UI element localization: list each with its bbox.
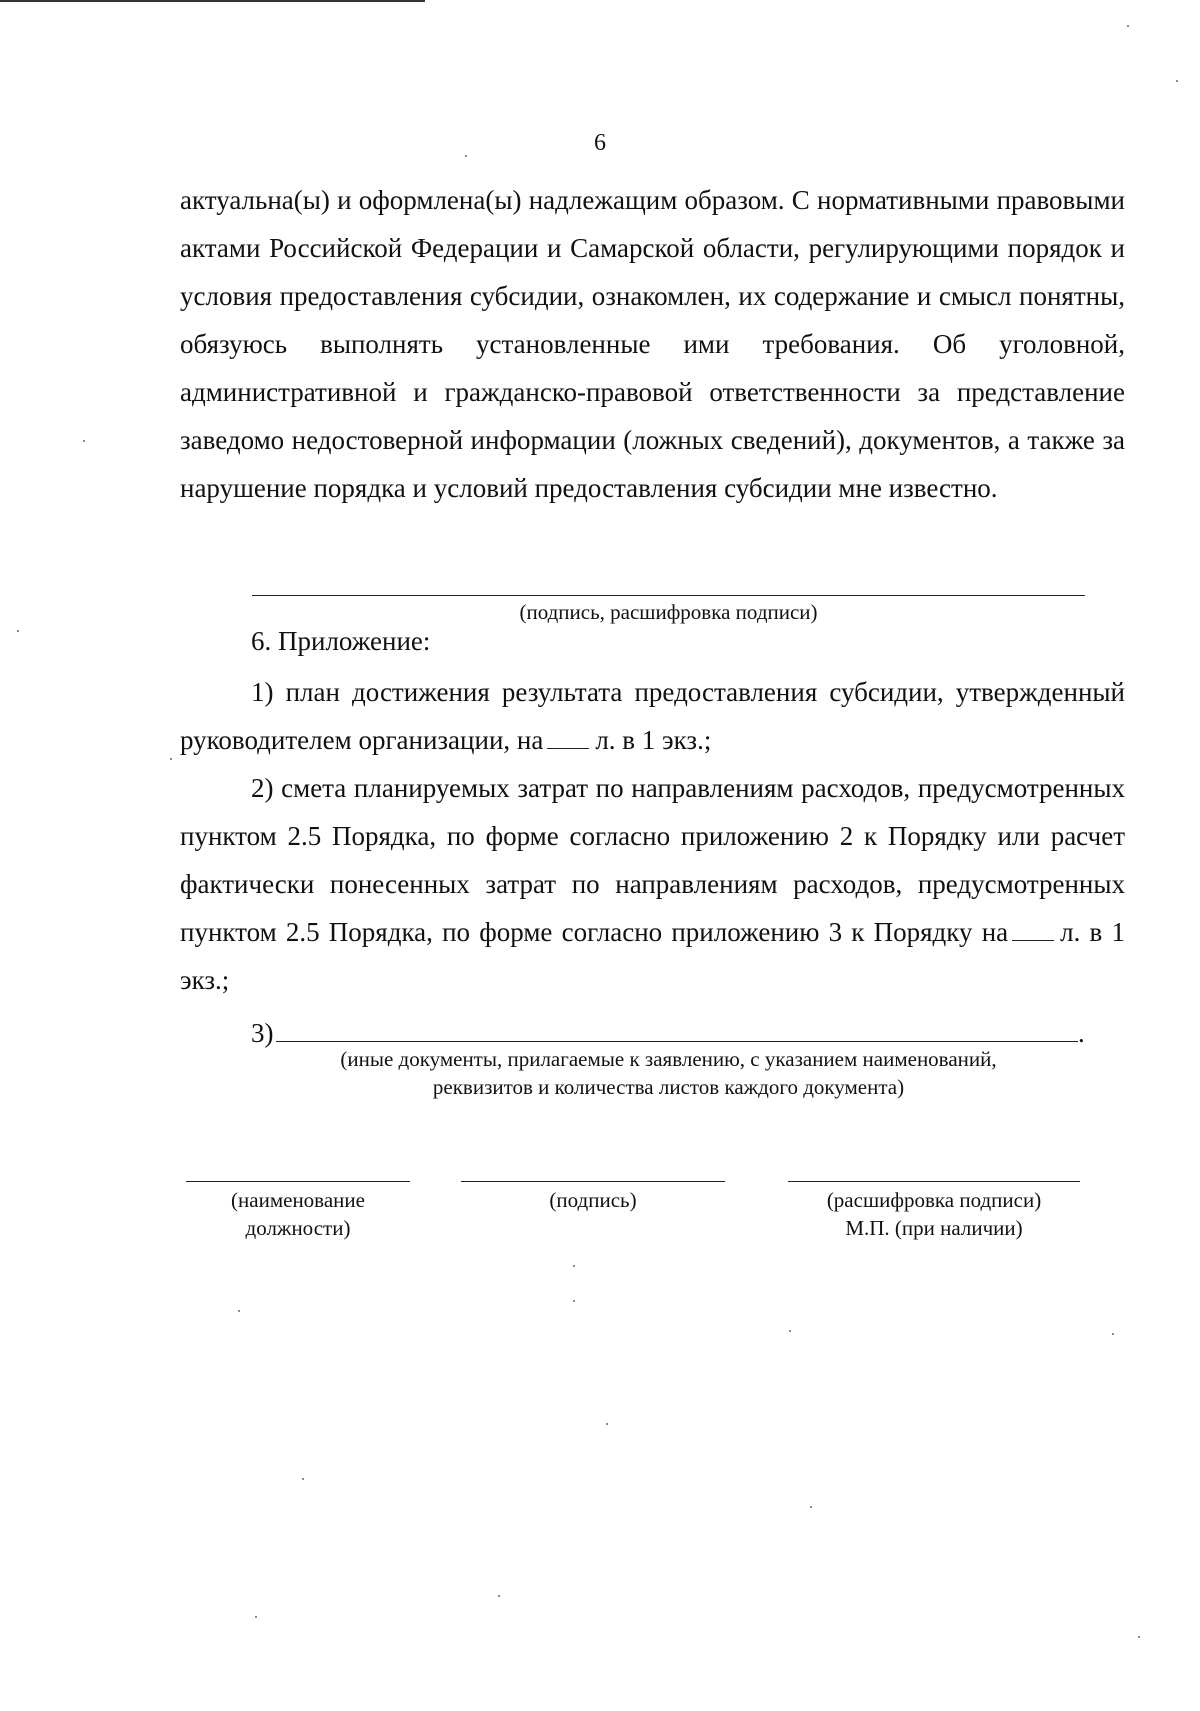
decode-caption-1: (расшифровка подписи) [826, 1188, 1042, 1212]
scan-speck [1112, 1333, 1114, 1335]
scan-speck [1176, 80, 1178, 82]
scan-speck [810, 1506, 812, 1508]
section-heading: 6. Приложение: [251, 626, 431, 656]
attachment-item-1 [180, 668, 1125, 764]
position-caption-2: должности) [245, 1216, 351, 1240]
scan-speck [789, 1330, 791, 1332]
other-documents-caption-2: реквизитов и количества листов каждого документа) [432, 1075, 905, 1099]
item2-text: 2) смета планируемых затрат по направлениям расходов, предусмотренных пунктом 2.5 Порядка, по форме согласно приложению 2 к Порядку или расчет фактически понесенных затрат по направлениям расходов, предусмотренных пунктом 2.5 Порядка, по форме согласно приложению 3 к Порядку на [180, 773, 1125, 947]
item1-text: 1) план достижения результата предоставления субсидии, утвержденный руководителем организации, на [180, 677, 1125, 755]
signature-footer-caption: (подпись) [549, 1188, 637, 1212]
item1-suffix: л. в 1 экз.; [595, 725, 712, 755]
scan-speck [83, 440, 85, 442]
scan-speck [498, 1595, 500, 1597]
scan-speck [255, 1616, 257, 1618]
scan-speck [170, 758, 172, 760]
scan-speck [238, 1310, 240, 1312]
scan-edge-line [0, 0, 425, 2]
item3-end-mark: . [1078, 1018, 1085, 1048]
position-caption-1: (наименование [231, 1188, 365, 1212]
attachment-item-3-label: 3) [251, 1018, 274, 1048]
scan-speck [302, 1478, 304, 1480]
position-line [186, 1181, 410, 1182]
sheet-count-blank [547, 722, 589, 749]
decode-caption-2: М.П. (при наличии) [845, 1216, 1023, 1240]
statement-paragraph: актуальна(ы) и оформлена(ы) надлежащим образом. С нормативными правовыми актами Российской Федерации и Самарской области, регулирующими порядок и условия предоставления субсидии, ознакомлен, их содержание и смысл понятны, обязуюсь выполнять установленные ими требования. Об уголовной, административной и гражданско-правовой ответственности за представление заведомо недостоверной информации (ложных сведений), документов, а также за нарушение порядка и условий предоставления субсидии мне известно. [180, 185, 1125, 503]
decode-line [788, 1181, 1080, 1182]
signature-footer-line [461, 1181, 725, 1182]
scan-speck [606, 1423, 608, 1425]
signature-line [252, 595, 1085, 596]
item2-suffix: л. в 1 экз.; [180, 917, 1125, 995]
other-documents-caption-1: (иные документы, прилагаемые к заявлению, с указанием наименований, [340, 1047, 997, 1071]
page-number: 6 [594, 130, 606, 156]
other-documents-line [276, 1041, 1078, 1042]
attachment-item-2 [180, 764, 1125, 1004]
sheet-count-blank [1012, 914, 1054, 941]
scan-speck [1138, 1636, 1140, 1638]
scan-speck [573, 1300, 575, 1302]
scan-speck [1127, 25, 1129, 27]
signature-caption: (подпись, расшифровка подписи) [519, 600, 818, 624]
scan-speck [17, 630, 19, 632]
scan-speck [573, 1265, 575, 1267]
scan-speck [465, 155, 467, 157]
